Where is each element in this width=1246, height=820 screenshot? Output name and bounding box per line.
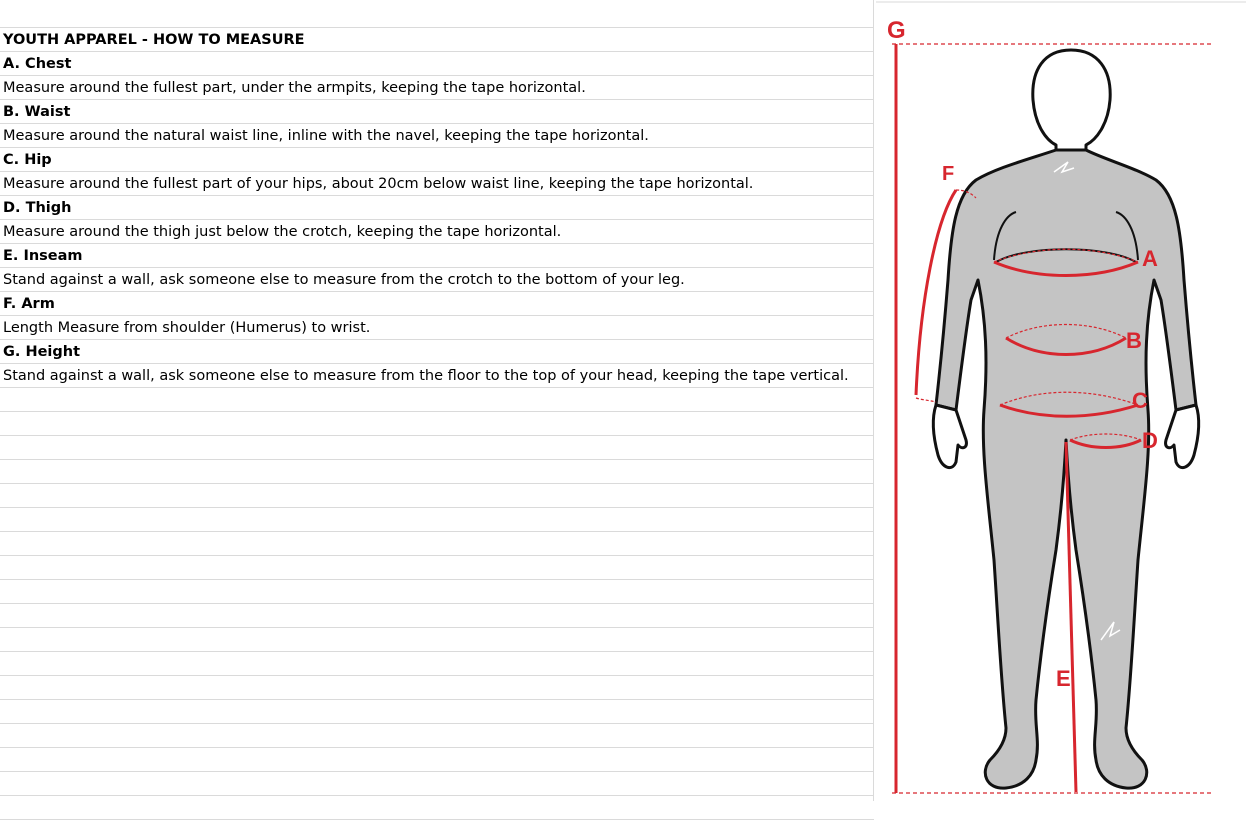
body-measurement-figure [876, 0, 1246, 801]
section-heading: D. Thigh [3, 200, 72, 216]
sheet-row[interactable] [0, 556, 874, 580]
sheet-row[interactable] [0, 100, 874, 124]
sheet-row[interactable] [0, 532, 874, 556]
sheet-row[interactable] [0, 700, 874, 724]
sheet-row[interactable] [0, 412, 874, 436]
sheet-row[interactable] [0, 52, 874, 76]
sheet-row[interactable] [0, 196, 874, 220]
sheet-row[interactable] [0, 268, 874, 292]
sheet-row[interactable] [0, 772, 874, 796]
instruction-text: Measure around the natural waist line, inline with the navel, keeping the tape horizontal. [3, 128, 649, 144]
label-g: G [887, 17, 906, 44]
head-shape [1033, 50, 1110, 160]
sheet-row[interactable] [0, 724, 874, 748]
sheet-row[interactable] [0, 0, 874, 28]
label-e: E [1056, 666, 1071, 691]
sheet-row[interactable] [0, 460, 874, 484]
instruction-text: Measure around the fullest part, under the armpits, keeping the tape horizontal. [3, 80, 586, 96]
label-d: D [1142, 428, 1158, 453]
sheet-row[interactable] [0, 604, 874, 628]
section-heading: A. Chest [3, 56, 72, 72]
instruction-text: Measure around the fullest part of your hips, about 20cm below waist line, keeping the tape horizontal. [3, 176, 754, 192]
sheet-row[interactable] [0, 676, 874, 700]
section-heading: C. Hip [3, 152, 52, 168]
sheet-row[interactable] [0, 580, 874, 604]
sheet-row[interactable] [0, 364, 874, 388]
sheet-row[interactable] [0, 316, 874, 340]
sheet-row[interactable] [0, 76, 874, 100]
sheet-row[interactable] [0, 652, 874, 676]
sheet-row[interactable] [0, 508, 874, 532]
section-heading: E. Inseam [3, 248, 83, 264]
section-heading: G. Height [3, 344, 81, 360]
sheet-row[interactable] [0, 436, 874, 460]
left-hand [933, 405, 966, 468]
sheet-row[interactable] [0, 28, 874, 52]
sheet-row[interactable] [0, 484, 874, 508]
instruction-text: Measure around the thigh just below the crotch, keeping the tape horizontal. [3, 224, 562, 240]
label-f: F [942, 163, 955, 185]
column-divider [873, 0, 874, 801]
body-diagram [876, 0, 1246, 801]
sheet-row[interactable] [0, 244, 874, 268]
sheet-row[interactable] [0, 748, 874, 772]
section-heading: F. Arm [3, 296, 55, 312]
instruction-text: Length Measure from shoulder (Humerus) to wrist. [3, 320, 371, 336]
label-c: C [1132, 388, 1148, 413]
section-heading: YOUTH APPAREL - HOW TO MEASURE [3, 32, 305, 48]
sheet-row[interactable] [0, 796, 874, 820]
label-a: A [1142, 246, 1158, 271]
sheet-row[interactable] [0, 628, 874, 652]
sheet-row[interactable] [0, 292, 874, 316]
sheet-row[interactable] [0, 124, 874, 148]
sheet-row[interactable] [0, 388, 874, 412]
sheet-row[interactable] [0, 172, 874, 196]
label-b: B [1126, 328, 1142, 353]
sheet-row[interactable] [0, 340, 874, 364]
instruction-text: Stand against a wall, ask someone else to measure from the crotch to the bottom of your leg. [3, 272, 685, 288]
sheet-row[interactable] [0, 148, 874, 172]
sheet-row[interactable] [0, 220, 874, 244]
right-hand [1166, 405, 1199, 468]
instruction-text: Stand against a wall, ask someone else to measure from the floor to the top of your head, keeping the tape vertical. [3, 368, 849, 384]
section-heading: B. Waist [3, 104, 71, 120]
